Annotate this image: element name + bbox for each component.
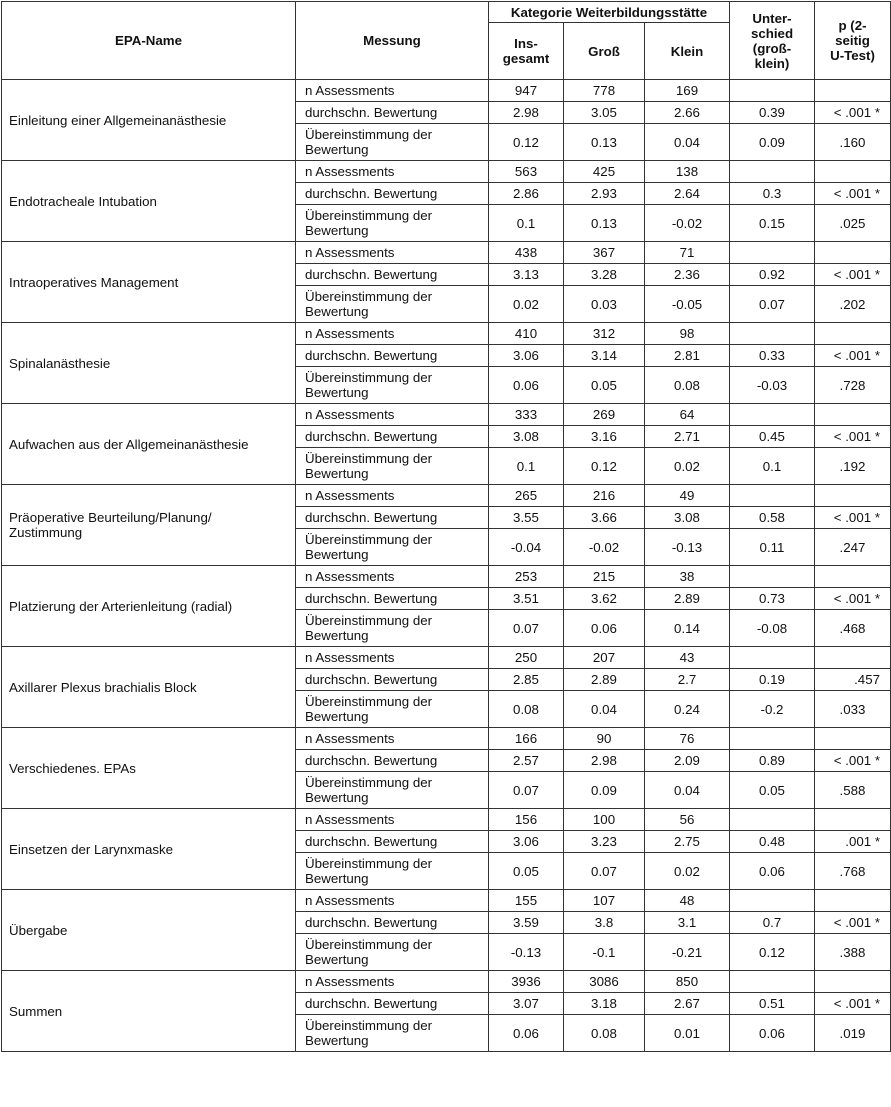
n-value: 778	[564, 80, 645, 102]
header-klein: Klein	[645, 23, 730, 80]
avg-value: 2.57	[489, 750, 564, 772]
n-value: 156	[489, 809, 564, 831]
avg-value: 3.62	[564, 588, 645, 610]
header-epa-name: EPA-Name	[2, 2, 296, 80]
avg-value: 2.67	[645, 993, 730, 1015]
header-kategorie: Kategorie Weiterbildungsstätte	[489, 2, 730, 23]
avg-value: 0.7	[730, 912, 815, 934]
agreement-value: 0.08	[489, 691, 564, 728]
empty-cell	[815, 647, 891, 669]
avg-value: 0.73	[730, 588, 815, 610]
p-value: < .001 *	[815, 993, 891, 1015]
n-value: 64	[645, 404, 730, 426]
p-value: < .001 *	[815, 750, 891, 772]
agreement-value: 0.06	[564, 610, 645, 647]
p-value: < .001 *	[815, 183, 891, 205]
agreement-value: 0.05	[730, 772, 815, 809]
p-value: .728	[815, 367, 891, 404]
table-row	[2, 485, 891, 507]
agreement-value: 0.07	[489, 610, 564, 647]
empty-cell	[730, 323, 815, 345]
n-value: 253	[489, 566, 564, 588]
p-value: .025	[815, 205, 891, 242]
n-value: 250	[489, 647, 564, 669]
agreement-value: -0.13	[645, 529, 730, 566]
n-value: 49	[645, 485, 730, 507]
n-value: 269	[564, 404, 645, 426]
agreement-value: -0.02	[564, 529, 645, 566]
n-value: 438	[489, 242, 564, 264]
n-value: 333	[489, 404, 564, 426]
avg-value: 3.16	[564, 426, 645, 448]
n-value: 155	[489, 890, 564, 912]
measure-n-assessments: n Assessments	[296, 566, 489, 588]
agreement-value: 0.04	[645, 772, 730, 809]
empty-cell	[815, 566, 891, 588]
empty-cell	[730, 566, 815, 588]
measure-n-assessments: n Assessments	[296, 728, 489, 750]
measure-agreement: Übereinstimmung der Bewertung	[296, 1015, 489, 1052]
epa-name: Axillarer Plexus brachialis Block	[2, 647, 296, 728]
agreement-value: -0.05	[645, 286, 730, 323]
measure-avg-rating: durchschn. Bewertung	[296, 912, 489, 934]
avg-value: 2.89	[645, 588, 730, 610]
agreement-value: 0.07	[730, 286, 815, 323]
agreement-value: -0.04	[489, 529, 564, 566]
n-value: 76	[645, 728, 730, 750]
n-value: 3086	[564, 971, 645, 993]
avg-value: 3.66	[564, 507, 645, 529]
n-value: 215	[564, 566, 645, 588]
empty-cell	[815, 80, 891, 102]
agreement-value: 0.02	[645, 853, 730, 890]
table-row	[2, 971, 891, 993]
agreement-value: 0.06	[489, 1015, 564, 1052]
agreement-value: -0.21	[645, 934, 730, 971]
empty-cell	[815, 242, 891, 264]
agreement-value: 0.07	[564, 853, 645, 890]
header-insgesamt: Ins- gesamt	[489, 23, 564, 80]
measure-agreement: Übereinstimmung der Bewertung	[296, 934, 489, 971]
empty-cell	[815, 323, 891, 345]
agreement-value: -0.1	[564, 934, 645, 971]
avg-value: 0.19	[730, 669, 815, 691]
avg-value: 0.51	[730, 993, 815, 1015]
measure-n-assessments: n Assessments	[296, 485, 489, 507]
measure-avg-rating: durchschn. Bewertung	[296, 669, 489, 691]
empty-cell	[730, 485, 815, 507]
measure-avg-rating: durchschn. Bewertung	[296, 750, 489, 772]
epa-name: Summen	[2, 971, 296, 1052]
avg-value: 0.39	[730, 102, 815, 124]
results-table	[1, 1, 891, 1052]
agreement-value: -0.03	[730, 367, 815, 404]
p-value: .033	[815, 691, 891, 728]
n-value: 207	[564, 647, 645, 669]
empty-cell	[730, 242, 815, 264]
epa-name: Platzierung der Arterienleitung (radial)	[2, 566, 296, 647]
n-value: 312	[564, 323, 645, 345]
p-value: .457	[815, 669, 891, 691]
agreement-value: 0.01	[645, 1015, 730, 1052]
measure-n-assessments: n Assessments	[296, 242, 489, 264]
p-value: < .001 *	[815, 507, 891, 529]
p-value: .202	[815, 286, 891, 323]
header-messung: Messung	[296, 2, 489, 80]
p-value: < .001 *	[815, 912, 891, 934]
table-row	[2, 242, 891, 264]
measure-agreement: Übereinstimmung der Bewertung	[296, 286, 489, 323]
n-value: 56	[645, 809, 730, 831]
avg-value: 3.59	[489, 912, 564, 934]
avg-value: 3.28	[564, 264, 645, 286]
n-value: 107	[564, 890, 645, 912]
p-value: .468	[815, 610, 891, 647]
empty-cell	[815, 728, 891, 750]
avg-value: 3.05	[564, 102, 645, 124]
epa-name: Präoperative Beurteilung/Planung/ Zustimmung	[2, 485, 296, 566]
avg-value: 0.58	[730, 507, 815, 529]
avg-value: 2.98	[564, 750, 645, 772]
empty-cell	[730, 809, 815, 831]
measure-avg-rating: durchschn. Bewertung	[296, 426, 489, 448]
p-value: .247	[815, 529, 891, 566]
table-row	[2, 728, 891, 750]
table-row	[2, 566, 891, 588]
p-value: < .001 *	[815, 102, 891, 124]
p-value: < .001 *	[815, 588, 891, 610]
n-value: 216	[564, 485, 645, 507]
avg-value: 3.55	[489, 507, 564, 529]
avg-value: 0.48	[730, 831, 815, 853]
agreement-value: -0.13	[489, 934, 564, 971]
empty-cell	[730, 647, 815, 669]
agreement-value: 0.05	[564, 367, 645, 404]
measure-avg-rating: durchschn. Bewertung	[296, 588, 489, 610]
n-value: 48	[645, 890, 730, 912]
avg-value: 2.71	[645, 426, 730, 448]
measure-agreement: Übereinstimmung der Bewertung	[296, 205, 489, 242]
measure-agreement: Übereinstimmung der Bewertung	[296, 853, 489, 890]
avg-value: 3.13	[489, 264, 564, 286]
n-value: 90	[564, 728, 645, 750]
epa-name: Einleitung einer Allgemeinanästhesie	[2, 80, 296, 161]
epa-name: Verschiedenes. EPAs	[2, 728, 296, 809]
agreement-value: 0.05	[489, 853, 564, 890]
empty-cell	[815, 404, 891, 426]
agreement-value: 0.15	[730, 205, 815, 242]
agreement-value: 0.09	[730, 124, 815, 161]
p-value: .192	[815, 448, 891, 485]
n-value: 3936	[489, 971, 564, 993]
agreement-value: -0.2	[730, 691, 815, 728]
measure-avg-rating: durchschn. Bewertung	[296, 831, 489, 853]
agreement-value: 0.02	[489, 286, 564, 323]
measure-n-assessments: n Assessments	[296, 80, 489, 102]
avg-value: 3.18	[564, 993, 645, 1015]
measure-agreement: Übereinstimmung der Bewertung	[296, 691, 489, 728]
empty-cell	[730, 971, 815, 993]
measure-agreement: Übereinstimmung der Bewertung	[296, 124, 489, 161]
n-value: 425	[564, 161, 645, 183]
agreement-value: 0.06	[489, 367, 564, 404]
n-value: 947	[489, 80, 564, 102]
header-gross: Groß	[564, 23, 645, 80]
epa-name: Aufwachen aus der Allgemeinanästhesie	[2, 404, 296, 485]
p-value: .160	[815, 124, 891, 161]
avg-value: 0.89	[730, 750, 815, 772]
avg-value: 2.85	[489, 669, 564, 691]
measure-n-assessments: n Assessments	[296, 971, 489, 993]
agreement-value: 0.04	[645, 124, 730, 161]
n-value: 367	[564, 242, 645, 264]
empty-cell	[815, 890, 891, 912]
n-value: 100	[564, 809, 645, 831]
table-row	[2, 809, 891, 831]
measure-avg-rating: durchschn. Bewertung	[296, 345, 489, 367]
agreement-value: 0.09	[564, 772, 645, 809]
epa-name: Spinalanästhesie	[2, 323, 296, 404]
n-value: 850	[645, 971, 730, 993]
avg-value: 2.75	[645, 831, 730, 853]
measure-avg-rating: durchschn. Bewertung	[296, 102, 489, 124]
measure-agreement: Übereinstimmung der Bewertung	[296, 529, 489, 566]
empty-cell	[815, 485, 891, 507]
agreement-value: 0.1	[489, 448, 564, 485]
agreement-value: 0.06	[730, 1015, 815, 1052]
n-value: 410	[489, 323, 564, 345]
avg-value: 0.92	[730, 264, 815, 286]
empty-cell	[730, 80, 815, 102]
p-value: < .001 *	[815, 264, 891, 286]
avg-value: 3.06	[489, 831, 564, 853]
measure-agreement: Übereinstimmung der Bewertung	[296, 610, 489, 647]
measure-avg-rating: durchschn. Bewertung	[296, 993, 489, 1015]
agreement-value: 0.11	[730, 529, 815, 566]
measure-n-assessments: n Assessments	[296, 647, 489, 669]
agreement-value: 0.13	[564, 205, 645, 242]
measure-n-assessments: n Assessments	[296, 404, 489, 426]
n-value: 43	[645, 647, 730, 669]
table-row	[2, 80, 891, 102]
avg-value: 3.8	[564, 912, 645, 934]
agreement-value: 0.12	[564, 448, 645, 485]
table-row	[2, 647, 891, 669]
p-value: .019	[815, 1015, 891, 1052]
avg-value: 0.3	[730, 183, 815, 205]
n-value: 138	[645, 161, 730, 183]
header-unterschied: Unter- schied (groß- klein)	[730, 2, 815, 80]
n-value: 265	[489, 485, 564, 507]
avg-value: 3.07	[489, 993, 564, 1015]
p-value: .588	[815, 772, 891, 809]
measure-avg-rating: durchschn. Bewertung	[296, 264, 489, 286]
p-value: .388	[815, 934, 891, 971]
table-row	[2, 161, 891, 183]
avg-value: 2.98	[489, 102, 564, 124]
avg-value: 2.7	[645, 669, 730, 691]
n-value: 169	[645, 80, 730, 102]
measure-avg-rating: durchschn. Bewertung	[296, 183, 489, 205]
p-value: < .001 *	[815, 426, 891, 448]
avg-value: 2.09	[645, 750, 730, 772]
measure-agreement: Übereinstimmung der Bewertung	[296, 367, 489, 404]
avg-value: 0.45	[730, 426, 815, 448]
agreement-value: 0.1	[730, 448, 815, 485]
empty-cell	[730, 161, 815, 183]
avg-value: 2.81	[645, 345, 730, 367]
table-row	[2, 323, 891, 345]
empty-cell	[815, 971, 891, 993]
agreement-value: 0.03	[564, 286, 645, 323]
p-value: < .001 *	[815, 345, 891, 367]
n-value: 166	[489, 728, 564, 750]
agreement-value: 0.1	[489, 205, 564, 242]
agreement-value: 0.14	[645, 610, 730, 647]
agreement-value: 0.24	[645, 691, 730, 728]
agreement-value: 0.08	[645, 367, 730, 404]
epa-name: Intraoperatives Management	[2, 242, 296, 323]
avg-value: 2.93	[564, 183, 645, 205]
empty-cell	[815, 809, 891, 831]
agreement-value: 0.13	[564, 124, 645, 161]
empty-cell	[730, 728, 815, 750]
empty-cell	[730, 890, 815, 912]
p-value: .001 *	[815, 831, 891, 853]
table-row	[2, 890, 891, 912]
agreement-value: 0.02	[645, 448, 730, 485]
epa-name: Übergabe	[2, 890, 296, 971]
empty-cell	[730, 404, 815, 426]
agreement-value: 0.07	[489, 772, 564, 809]
table-row	[2, 404, 891, 426]
measure-n-assessments: n Assessments	[296, 161, 489, 183]
measure-n-assessments: n Assessments	[296, 890, 489, 912]
avg-value: 3.06	[489, 345, 564, 367]
agreement-value: 0.12	[489, 124, 564, 161]
avg-value: 2.36	[645, 264, 730, 286]
table-body	[2, 80, 891, 1052]
n-value: 563	[489, 161, 564, 183]
avg-value: 3.51	[489, 588, 564, 610]
n-value: 38	[645, 566, 730, 588]
avg-value: 2.89	[564, 669, 645, 691]
p-value: .768	[815, 853, 891, 890]
avg-value: 3.1	[645, 912, 730, 934]
avg-value: 2.86	[489, 183, 564, 205]
agreement-value: 0.08	[564, 1015, 645, 1052]
avg-value: 3.08	[645, 507, 730, 529]
avg-value: 2.66	[645, 102, 730, 124]
measure-avg-rating: durchschn. Bewertung	[296, 507, 489, 529]
avg-value: 0.33	[730, 345, 815, 367]
epa-name: Einsetzen der Larynxmaske	[2, 809, 296, 890]
avg-value: 3.23	[564, 831, 645, 853]
measure-n-assessments: n Assessments	[296, 809, 489, 831]
avg-value: 3.08	[489, 426, 564, 448]
measure-n-assessments: n Assessments	[296, 323, 489, 345]
agreement-value: 0.06	[730, 853, 815, 890]
n-value: 98	[645, 323, 730, 345]
header-p-value: p (2- seitig U-Test)	[815, 2, 891, 80]
agreement-value: 0.12	[730, 934, 815, 971]
measure-agreement: Übereinstimmung der Bewertung	[296, 772, 489, 809]
agreement-value: -0.02	[645, 205, 730, 242]
empty-cell	[815, 161, 891, 183]
n-value: 71	[645, 242, 730, 264]
epa-name: Endotracheale Intubation	[2, 161, 296, 242]
agreement-value: 0.04	[564, 691, 645, 728]
avg-value: 2.64	[645, 183, 730, 205]
avg-value: 3.14	[564, 345, 645, 367]
measure-agreement: Übereinstimmung der Bewertung	[296, 448, 489, 485]
agreement-value: -0.08	[730, 610, 815, 647]
